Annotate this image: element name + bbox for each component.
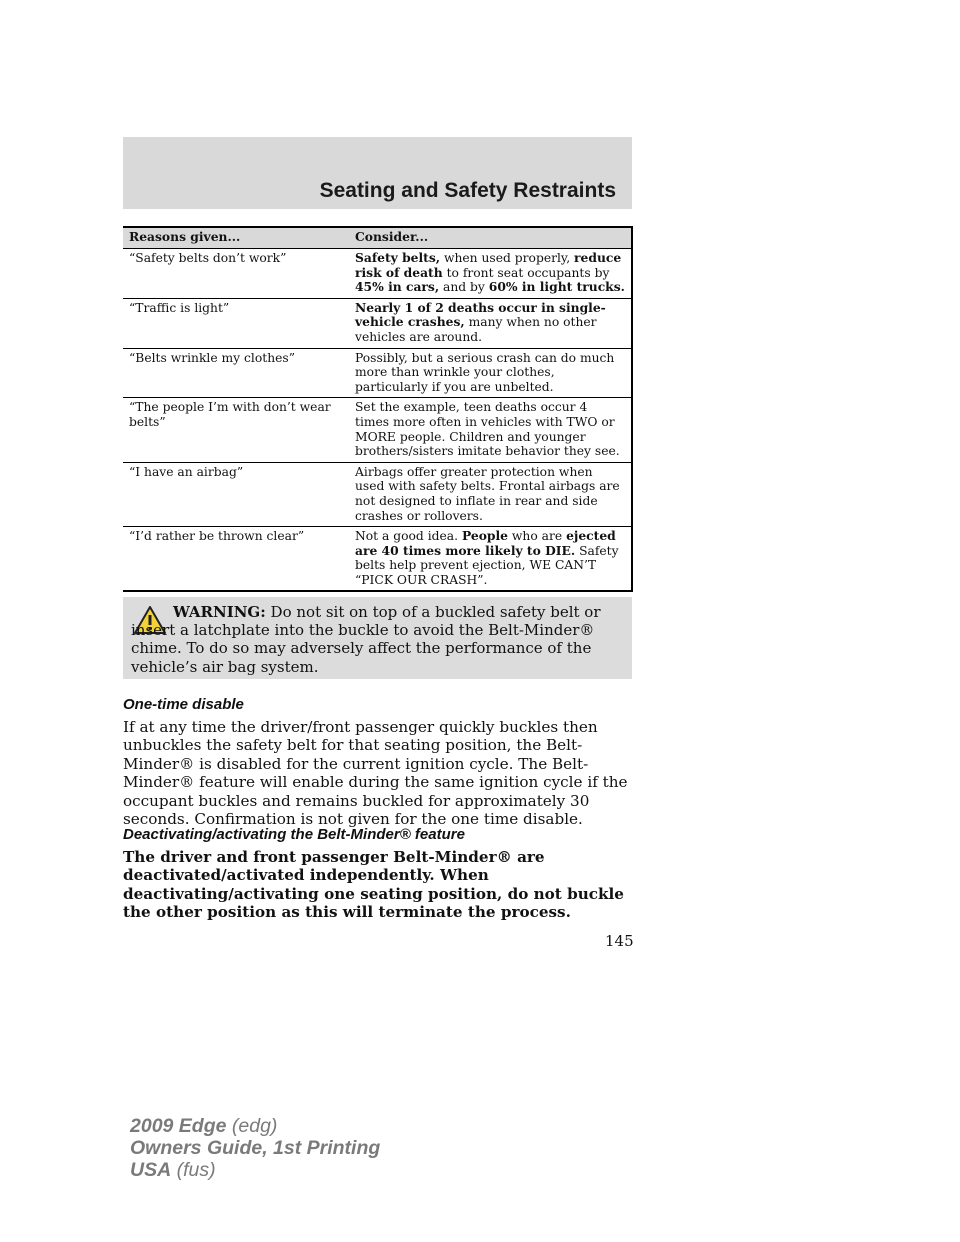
footer-line-1 [130, 1115, 380, 1137]
consider-text: and by [439, 280, 489, 295]
table-header-row [123, 227, 632, 249]
page-title: Seating and Safety Restraints [319, 179, 616, 202]
consider-text: Set the example, teen deaths occur 4 times more often in vehicles with TWO or MORE people. Children and younger brothers/sisters imitate behavior they see. [355, 400, 620, 459]
footer-market: USA [130, 1159, 172, 1181]
footer-line-3 [130, 1159, 380, 1181]
table-row [123, 527, 632, 592]
consider-cell [349, 348, 632, 398]
warning-label: WARNING: [173, 603, 266, 621]
footer-model: 2009 Edge [130, 1115, 227, 1137]
consider-text: People [461, 528, 508, 544]
consider-text: Safety belts help prevent ejection, WE CAN’T “PICK OUR CRASH”. [355, 543, 619, 587]
consider-text: when used properly, [440, 251, 575, 265]
consider-text: Not a good idea. [355, 529, 462, 544]
reason-cell: “I have an airbag” [123, 462, 349, 526]
reason-cell: “I’d rather be thrown clear” [123, 527, 349, 592]
table-row [123, 398, 632, 462]
consider-cell [349, 527, 632, 592]
reason-cell: “Safety belts don’t work” [123, 249, 349, 299]
consider-cell [349, 398, 632, 462]
column-header-reasons: Reasons given... [123, 227, 349, 249]
table-row [123, 348, 632, 398]
header-band [123, 137, 632, 209]
consider-text: Possibly, but a serious crash can do much more than wrinkle your clothes, particularly if you are unbelted. [355, 350, 615, 394]
consider-text: who are [508, 529, 567, 544]
consider-text: reduce risk of death [355, 250, 622, 280]
reason-cell: “Belts wrinkle my clothes” [123, 348, 349, 398]
consider-text: to front seat occupants by [442, 265, 610, 280]
consider-text: Airbags offer greater protection when used with safety belts. Frontal airbags are not designed to inflate in rear and side crashes or rollovers. [355, 464, 620, 523]
heading-deactivating: Deactivating/activating the Belt-Minder® feature [123, 826, 465, 843]
column-header-consider: Consider... [349, 227, 632, 249]
footer-imprint [130, 1115, 380, 1181]
table-row [123, 462, 632, 526]
heading-one-time-disable: One-time disable [123, 696, 244, 713]
warning-text [131, 603, 626, 676]
consider-cell [349, 462, 632, 526]
consider-text: 45% in cars, [355, 279, 440, 295]
reasons-table [123, 226, 633, 592]
footer-line-2: Owners Guide, 1st Printing [130, 1137, 381, 1159]
consider-cell [349, 298, 632, 348]
footer-model-code: (edg) [226, 1115, 278, 1137]
consider-cell [349, 249, 632, 299]
consider-text: many when no other vehicles are around. [355, 315, 597, 344]
consider-text: Safety belts, [355, 250, 441, 265]
reason-cell: “Traffic is light” [123, 298, 349, 348]
consider-text: ejected are 40 times more likely to DIE. [355, 528, 616, 558]
table-row [123, 298, 632, 348]
consider-text: Nearly 1 of 2 deaths occur in single-vehicle crashes, [355, 299, 606, 330]
warning-body: Do not sit on top of a buckled safety belt or insert a latchplate into the buckle to avoid the Belt-Minder® chime. To do so may adversely affect the performance of the vehicle’s air bag system. [131, 603, 601, 676]
footer-market-code: (fus) [171, 1159, 216, 1181]
table-row [123, 249, 632, 299]
paragraph-one-time-disable: If at any time the driver/front passenger quickly buckles then unbuckles the safety belt for that seating position, the Belt-Minder® is disabled for the current ignition cycle. The Belt-Minder® feature will enable during the same ignition cycle if the occupant buckles and remains buckled for approximately 30 seconds. Confirmation is not given for the one time disable. [123, 718, 628, 829]
warning-box [123, 597, 632, 679]
consider-text: 60% in light trucks. [488, 279, 625, 295]
paragraph-deactivating: The driver and front passenger Belt-Minder® are deactivated/activated independently. When deactivating/activating one seating position, do not buckle the other position as this will terminate the process. [123, 848, 624, 922]
reason-cell: “The people I’m with don’t wear belts” [123, 398, 349, 462]
page-number: 145 [605, 932, 634, 950]
